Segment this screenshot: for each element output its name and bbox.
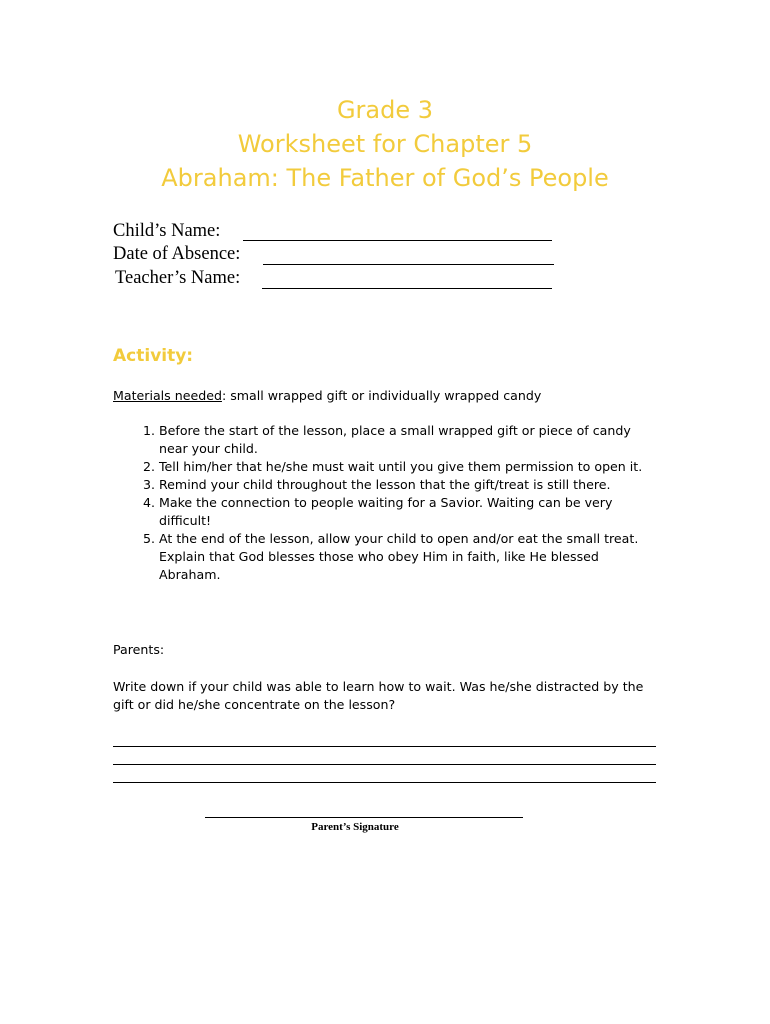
parents-label: Parents:: [113, 642, 165, 657]
parents-prompt: Write down if your child was able to learn how to wait. Was he/she distracted by the gift or did he/she concentrate on the lesson?: [113, 679, 644, 712]
child-name-field[interactable]: [243, 240, 552, 241]
materials-line: [113, 387, 673, 405]
child-name-label: Child’s Name:: [113, 221, 221, 241]
worksheet-title: Worksheet for Chapter 5: [237, 130, 533, 158]
materials-label: Materials needed: [113, 388, 222, 403]
activity-step: 5. At the end of the lesson, allow your child to open and/or eat the small treat. Explain that God blesses those who obey Him in faith, like He blessed Abraham.: [159, 530, 653, 584]
response-line[interactable]: [113, 782, 656, 783]
response-line[interactable]: [113, 764, 656, 765]
activity-step: 3. Remind your child throughout the lesson that the gift/treat is still there.: [159, 476, 653, 494]
signature-label: Parent’s Signature: [311, 821, 399, 833]
activity-step: 4. Make the connection to people waiting for a Savior. Waiting can be very difficult!: [159, 494, 653, 530]
signature-line[interactable]: [205, 817, 523, 818]
activity-step: 1. Before the start of the lesson, place a small wrapped gift or piece of candy near your child.: [159, 422, 653, 458]
materials-text: : small wrapped gift or individually wrapped candy: [221, 388, 542, 403]
grade-title: Grade 3: [336, 96, 434, 124]
teacher-name-label: Teacher’s Name:: [115, 268, 241, 288]
teacher-name-field[interactable]: [262, 288, 552, 289]
response-line[interactable]: [113, 746, 656, 747]
activity-heading: Activity:: [113, 346, 194, 366]
date-absence-field[interactable]: [263, 264, 554, 265]
date-absence-label: Date of Absence:: [113, 244, 241, 264]
activity-steps: [113, 422, 653, 584]
chapter-title: Abraham: The Father of God’s People: [161, 164, 609, 192]
activity-step: 2. Tell him/her that he/she must wait until you give them permission to open it.: [159, 458, 653, 476]
